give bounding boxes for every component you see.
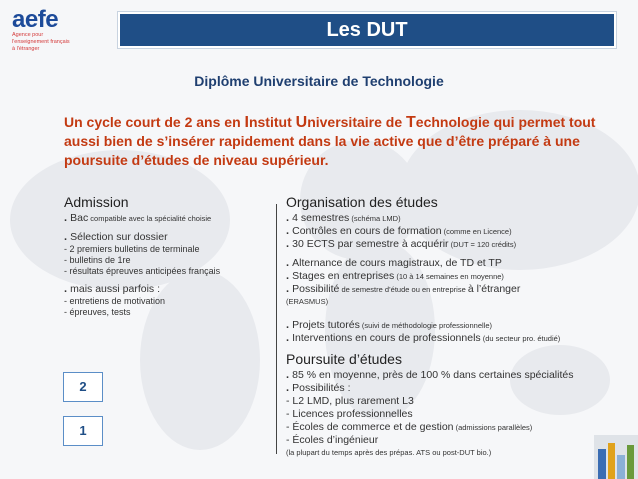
poursuite-line: . Possibilités :	[286, 382, 351, 394]
org-line: . Projets tutorés (suivi de méthodologie professionnelle)	[286, 319, 492, 331]
organisation-section	[286, 194, 616, 458]
logo-tagline-3: à l'étranger	[12, 46, 40, 52]
poursuite-line: (la plupart du temps après des prépas. ATS ou post-DUT bio.)	[286, 448, 492, 457]
logo-tagline-1: Agence pour	[12, 32, 44, 38]
admission-item: - entretiens de motivation	[64, 296, 166, 306]
org-line: (ERASMUS)	[286, 297, 329, 306]
admission-selection: . Sélection sur dossier	[64, 231, 168, 243]
year-1-box: 1	[63, 416, 103, 446]
org-line: . 4 semestres (schéma LMD)	[286, 212, 401, 224]
poursuite-line: - Licences professionnelles	[286, 408, 413, 420]
poursuite-line: - L2 LMD, plus rarement L3	[286, 395, 414, 407]
org-line: . Contrôles en cours de formation (comme en Licence)	[286, 225, 512, 237]
year-2-box: 2	[63, 372, 103, 402]
org-line: . Possibilité de semestre d’étude ou en entreprise à l’étranger	[286, 283, 521, 295]
admission-title: Admission	[64, 194, 129, 210]
admission-bac: . Bac compatible avec la spécialité choisie	[64, 212, 212, 224]
column-divider	[276, 204, 277, 454]
admission-item: - épreuves, tests	[64, 307, 131, 317]
admission-item: - 2 premiers bulletins de terminale	[64, 244, 200, 254]
admission-item: - résultats épreuves anticipées français	[64, 266, 221, 276]
org-line: . Stages en entreprises (10 à 14 semaines en moyenne)	[286, 270, 504, 282]
org-line: . 30 ECTS par semestre à acquérir (DUT = 120 crédits)	[286, 238, 517, 250]
city-graphic	[594, 415, 638, 479]
admission-section	[64, 194, 274, 318]
poursuite-title: Poursuite d’études	[286, 351, 402, 367]
org-line: . Alternance de cours magistraux, de TD et TP	[286, 257, 502, 269]
org-line: . Interventions en cours de professionnels (du secteur pro. étudié)	[286, 332, 561, 344]
aefe-logo	[12, 8, 102, 68]
organisation-title: Organisation des études	[286, 194, 438, 210]
poursuite-line: - Écoles de commerce et de gestion (admissions parallèles)	[286, 421, 533, 433]
poursuite-line: - Écoles d’ingénieur	[286, 434, 379, 446]
logo-tagline-2: l'enseignement français	[12, 39, 70, 45]
logo-brand: aefe	[12, 6, 59, 33]
page-subtitle: Diplôme Universitaire de Technologie	[194, 73, 444, 89]
poursuite-line: . 85 % en moyenne, près de 100 % dans certaines spécialités	[286, 369, 574, 381]
intro-paragraph: Un cycle court de 2 ans en Institut Universitaire de Technologie qui permet tout aussi bien de s’insérer rapidement dans la vie active que d’être préparé à une poursuite d’études de niveau supérieur.	[64, 114, 596, 168]
page-title-banner: Les DUT	[118, 12, 616, 48]
admission-item: - bulletins de 1re	[64, 255, 131, 265]
admission-parfois: . mais aussi parfois :	[64, 283, 160, 295]
